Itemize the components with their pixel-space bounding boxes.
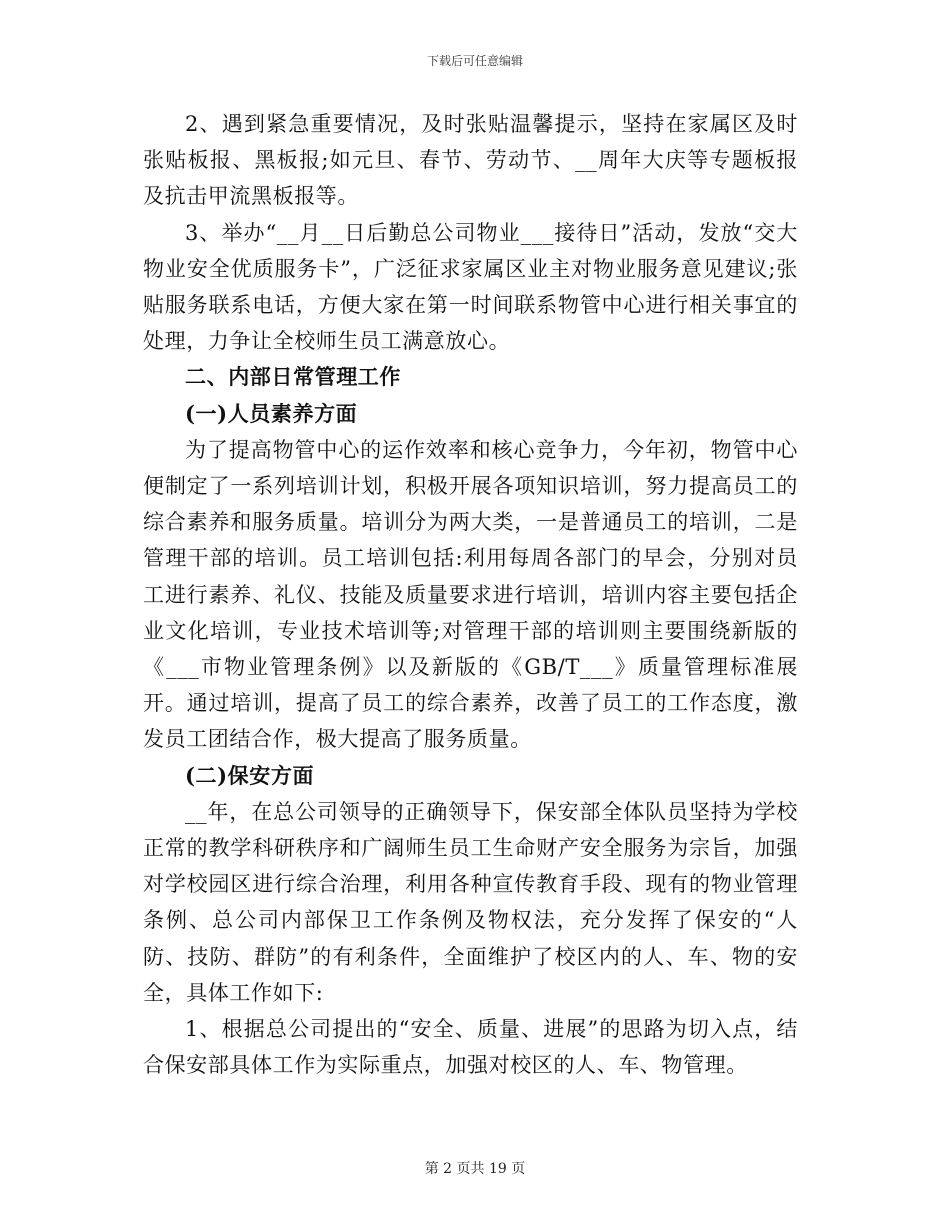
paragraph-security-item-1: 1、根据总公司提出的“安全、质量、进展”的思路为切入点，结合保安部具体工作为实际重点，加强对校区的人、车、物管理。 [143,1017,798,1078]
page-header-note: 下载后可任意编辑 [426,54,523,68]
document-body [143,106,798,1083]
subsection-heading-personnel: (一)人员素养方面 [185,400,358,426]
paragraph-security-overview: __年，在总公司领导的正确领导下，保安部全体队员坚持为学校正常的教学科研秩序和广阔师生员工生命财产安全服务为宗旨，加强对学校园区进行综合治理，利用各种宣传教育手段、现有的物业管理条例、总公司内部保卫工作条例及物权法，充分发挥了保安的“人防、技防、群防”的有利条件，全面维护了校区内的人、车、物的安全，具体工作如下: [143,799,798,1005]
paragraph-notice-posting: 2、遇到紧急重要情况，及时张贴温馨提示，坚持在家属区及时张贴板报、黑板报;如元旦、春节、劳动节、__周年大庆等专题板报及抗击甲流黑板报等。 [143,112,798,209]
section-heading-internal-management: 二、内部日常管理工作 [185,364,401,390]
page-number-footer: 第 2 页共 19 页 [424,1161,526,1177]
paragraph-reception-day: 3、举办“__月__日后勤总公司物业___接待日”活动，发放“交大物业安全优质服务卡”，广泛征求家属区业主对物业服务意见建议;张贴服务联系电话，方便大家在第一时间联系物管中心进行相关事宜的处理，力争让全校师生员工满意放心。 [143,220,798,354]
paragraph-training: 为了提高物管中心的运作效率和核心竞争力，今年初，物管中心便制定了一系列培训计划，积极开展各项知识培训，努力提高员工的综合素养和服务质量。培训分为两大类，一是普通员工的培训，二是管理干部的培训。员工培训包括:利用每周各部门的早会，分别对员工进行素养、礼仪、技能及质量要求进行培训，培训内容主要包括企业文化培训，专业技术培训等;对管理干部的培训则主要围绕新版的《___市物业管理条例》以及新版的《GB/T___》质量管理标准展开。通过培训，提高了员工的综合素养，改善了员工的工作态度，激发员工团结合作，极大提高了服务质量。 [143,437,798,752]
subsection-heading-security: (二)保安方面 [185,762,315,788]
